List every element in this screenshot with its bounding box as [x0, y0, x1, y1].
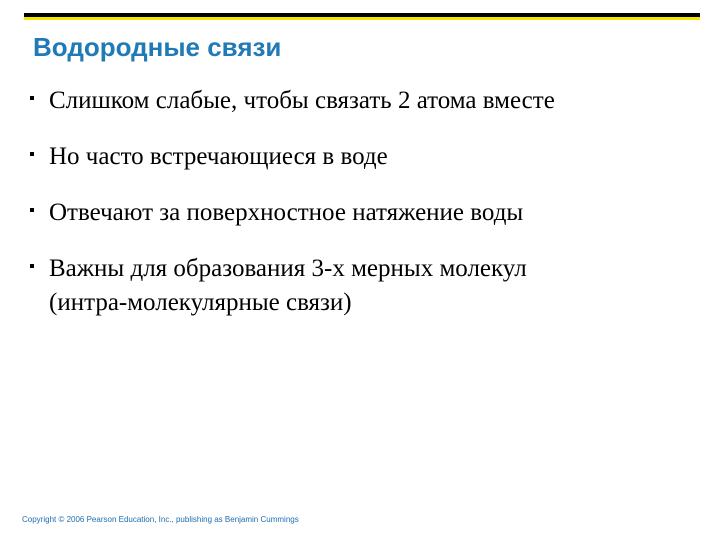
bullet-text: Отвечают за поверхностное натяжение воды — [49, 199, 524, 226]
bullet-icon — [30, 96, 34, 100]
slide-title: Водородные связи — [33, 32, 282, 62]
list-item — [30, 196, 690, 230]
bullet-text: Слишком слабые, чтобы связать 2 атома вместе — [49, 87, 555, 114]
bullet-list — [30, 84, 690, 342]
bullet-icon — [30, 264, 34, 268]
list-item — [30, 140, 690, 174]
header-accent-bar — [24, 17, 700, 20]
bullet-icon — [30, 152, 34, 156]
list-item — [30, 252, 690, 320]
list-item — [30, 84, 690, 118]
bullet-text: Но часто встречающиеся в воде — [49, 143, 388, 170]
bullet-icon — [30, 208, 34, 212]
copyright-footer: Copyright © 2006 Pearson Education, Inc., publishing as Benjamin Cummings — [22, 515, 299, 524]
bullet-text: Важны для образования 3-х мерных молекул (интра-молекулярные связи) — [49, 255, 527, 316]
